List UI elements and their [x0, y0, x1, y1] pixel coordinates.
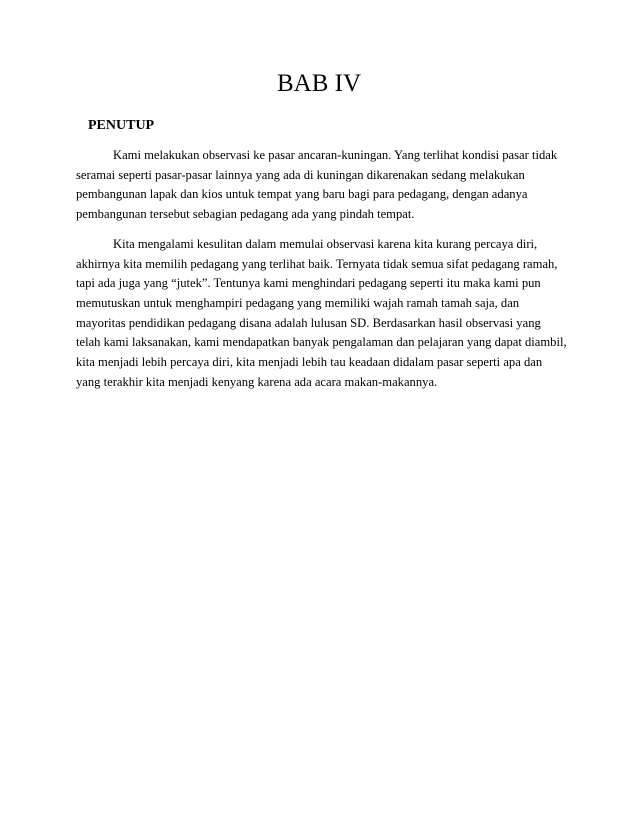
section-title: PENUTUP: [88, 118, 155, 133]
paragraph-1: Kami melakukan observasi ke pasar ancaran-kuningan. Yang terlihat kondisi pasar tidak seramai seperti pasar-pasar lainnya yang ada di kuningan dikarenakan sedang melakukan pembangunan lapak dan kios untuk tempat yang baru bagi para pedagang, dengan adanya pembangunan tersebut sebagian pedagang ada yang pindah tempat.: [76, 148, 558, 222]
body-text: [76, 146, 568, 402]
chapter-title: [0, 70, 638, 98]
chapter-title-text: BAB IV: [276, 70, 362, 97]
paragraph-2: Kita mengalami kesulitan dalam memulai observasi karena kita kurang percaya diri, akhirnya kita memilih pedagang yang terlihat baik. Ternyata tidak semua sifat pedagang ramah, tapi ada juga yang “jutek”. Tentunya kami menghindari pedagang seperti itu maka kami pun memutuskan untuk menghampiri pedagang yang memiliki wajah ramah tamah saja, dan mayoritas pendidikan pedagang disana adalah lulusan SD. Berdasarkan hasil observasi yang telah kami laksanakan, kami mendapatkan banyak pengalaman dan pelajaran yang dapat diambil, kita menjadi lebih percaya diri, kita menjadi lebih tau keadaan didalam pasar seperti apa dan yang terakhir kita menjadi kenyang karena ada acara makan-makannya.: [76, 236, 567, 389]
